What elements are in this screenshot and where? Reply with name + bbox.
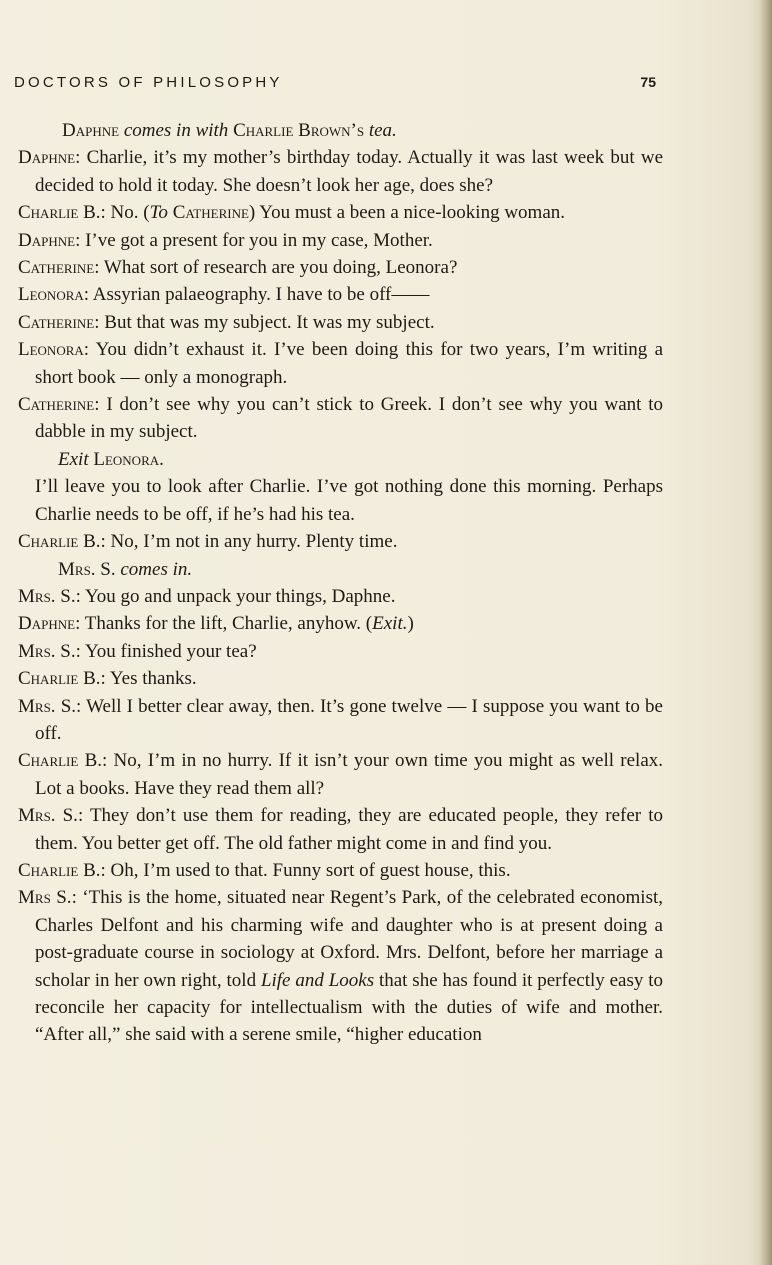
dialogue-line: Catherine: What sort of research are you doing, Leonora? <box>18 257 458 279</box>
stage-direction: Mrs. S. comes in. <box>58 558 193 580</box>
speaker-name: Charlie B. <box>18 531 101 553</box>
book-spine-shadow <box>758 0 772 1265</box>
dialogue-line: Mrs. S.: You go and unpack your things, Daphne. <box>18 585 396 607</box>
speaker-name: Mrs. S. <box>18 640 76 662</box>
dialogue-line: Charlie B.: Yes thanks. <box>18 668 197 690</box>
page-header <box>14 74 656 94</box>
dialogue-text: Assyrian palaeography. I have to be off—— <box>92 284 430 306</box>
dialogue-text: Yes thanks. <box>109 668 197 690</box>
page-number: 75 <box>640 74 656 90</box>
dialogue-text: No, I’m not in any hurry. Plenty time. <box>110 531 398 553</box>
dialogue-text: But that was my subject. It was my subject. <box>104 311 435 333</box>
speaker-name: Mrs. S. <box>18 585 76 607</box>
dialogue-line: Mrs. S.: You finished your tea? <box>18 640 257 662</box>
running-head: DOCTORS OF PHILOSOPHY <box>14 74 283 91</box>
speaker-name: Catherine <box>18 394 95 416</box>
speaker-name: Leonora <box>18 339 84 361</box>
dialogue-text: They don’t use them for reading, they are educated people, they refer to them. You better get off. The old father might come in and find you. <box>35 805 663 854</box>
speaker-name: Mrs. S. <box>18 805 78 827</box>
dialogue-line: Mrs. S.: They don’t use them for reading, they are educated people, they refer to them. You better get off. The old father might come in and find you. <box>18 805 663 854</box>
play-text <box>18 117 663 1049</box>
dialogue-line: Catherine: I don’t see why you can’t stick to Greek. I don’t see why you want to dabble in my subject. <box>18 394 664 443</box>
dialogue-line: Charlie B.: Oh, I’m used to that. Funny sort of guest house, this. <box>18 859 511 881</box>
stage-direction: Exit Leonora. <box>58 448 164 470</box>
dialogue-text: Charlie, it’s my mother’s birthday today. Actually it was last week but we decided to hold it today. She doesn’t look her age, does she? <box>35 147 663 196</box>
speaker-name: Catherine <box>18 311 95 333</box>
dialogue-line: Leonora: You didn’t exhaust it. I’ve been doing this for two years, I’m writing a short book — only a monograph. <box>18 339 664 388</box>
stage-direction: Daphne comes in with Charlie Brown’s tea. <box>62 120 397 141</box>
dialogue-line: Daphne: I’ve got a present for you in my case, Mother. <box>18 229 433 251</box>
dialogue-text: You didn’t exhaust it. I’ve been doing this for two years, I’m writing a short book — only a monograph. <box>35 339 664 388</box>
magazine-title: Life and Looks <box>260 969 375 991</box>
dialogue-line: Mrs. S.: Well I better clear away, then. It’s gone twelve — I suppose you want to be off. <box>18 695 663 744</box>
speaker-name: Daphne <box>18 613 76 635</box>
dialogue-text: What sort of research are you doing, Leonora? <box>103 257 458 279</box>
dialogue-text: Well I better clear away, then. It’s gone twelve — I suppose you want to be off. <box>35 695 663 744</box>
dialogue-line: Charlie B.: No. (To Catherine) You must a been a nice-looking woman. <box>18 202 566 224</box>
speaker-name: Charlie B. <box>18 750 102 772</box>
dialogue-line: Charlie B.: No, I’m in no hurry. If it isn’t your own time you might as well relax. Lot a books. Have they read them all? <box>18 750 664 799</box>
dialogue-text: No, I’m in no hurry. If it isn’t your own time you might as well relax. Lot a books. Have they read them all? <box>35 750 664 799</box>
speaker-name: Charlie B. <box>18 668 101 690</box>
speaker-name: Catherine <box>18 257 95 279</box>
speaker-name: Mrs. S. <box>18 695 77 717</box>
speaker-name: Charlie B. <box>18 202 101 224</box>
dialogue-text: I don’t see why you can’t stick to Greek. I don’t see why you want to dabble in my subject. <box>35 394 664 443</box>
dialogue-line: Daphne: Charlie, it’s my mother’s birthday today. Actually it was last week but we decided to hold it today. She doesn’t look her age, does she? <box>18 147 663 196</box>
dialogue-line: Leonora: Assyrian palaeography. I have to be off—— <box>18 284 430 306</box>
speaker-name: Daphne <box>18 229 76 251</box>
dialogue-continuation: I’ll leave you to look after Charlie. I’ve got nothing done this morning. Perhaps Charlie needs to be off, if he’s had his tea. <box>35 476 663 525</box>
dialogue-line: Mrs S.: ‘This is the home, situated near Regent’s Park, of the celebrated economist, Charles Delfont and his charming wife and daughter who is at present doing a post-graduate course in sociology at Oxford. Mrs. Delfont, before her marriage a scholar in her own right, told Life and Looks that she has found it perfectly easy to reconcile her capacity for intellectualism with the duties of wife and mother. “After all,” she said with a serene smile, “higher education <box>18 887 663 1046</box>
speaker-name: Daphne <box>18 147 76 169</box>
dialogue-text: I’ve got a present for you in my case, Mother. <box>85 229 433 251</box>
dialogue-line: Daphne: Thanks for the lift, Charlie, anyhow. (Exit.) <box>18 613 414 635</box>
speaker-name: Leonora <box>18 284 84 306</box>
dialogue-text: You go and unpack your things, Daphne. <box>84 585 396 607</box>
dialogue-line: Charlie B.: No, I’m not in any hurry. Plenty time. <box>18 531 398 553</box>
speaker-name: Charlie B. <box>18 859 101 881</box>
dialogue-text: Oh, I’m used to that. Funny sort of guest house, this. <box>110 859 511 881</box>
dialogue-line: Catherine: But that was my subject. It was my subject. <box>18 311 435 333</box>
dialogue-text: You finished your tea? <box>84 640 257 662</box>
speaker-name: Mrs S. <box>18 887 72 909</box>
